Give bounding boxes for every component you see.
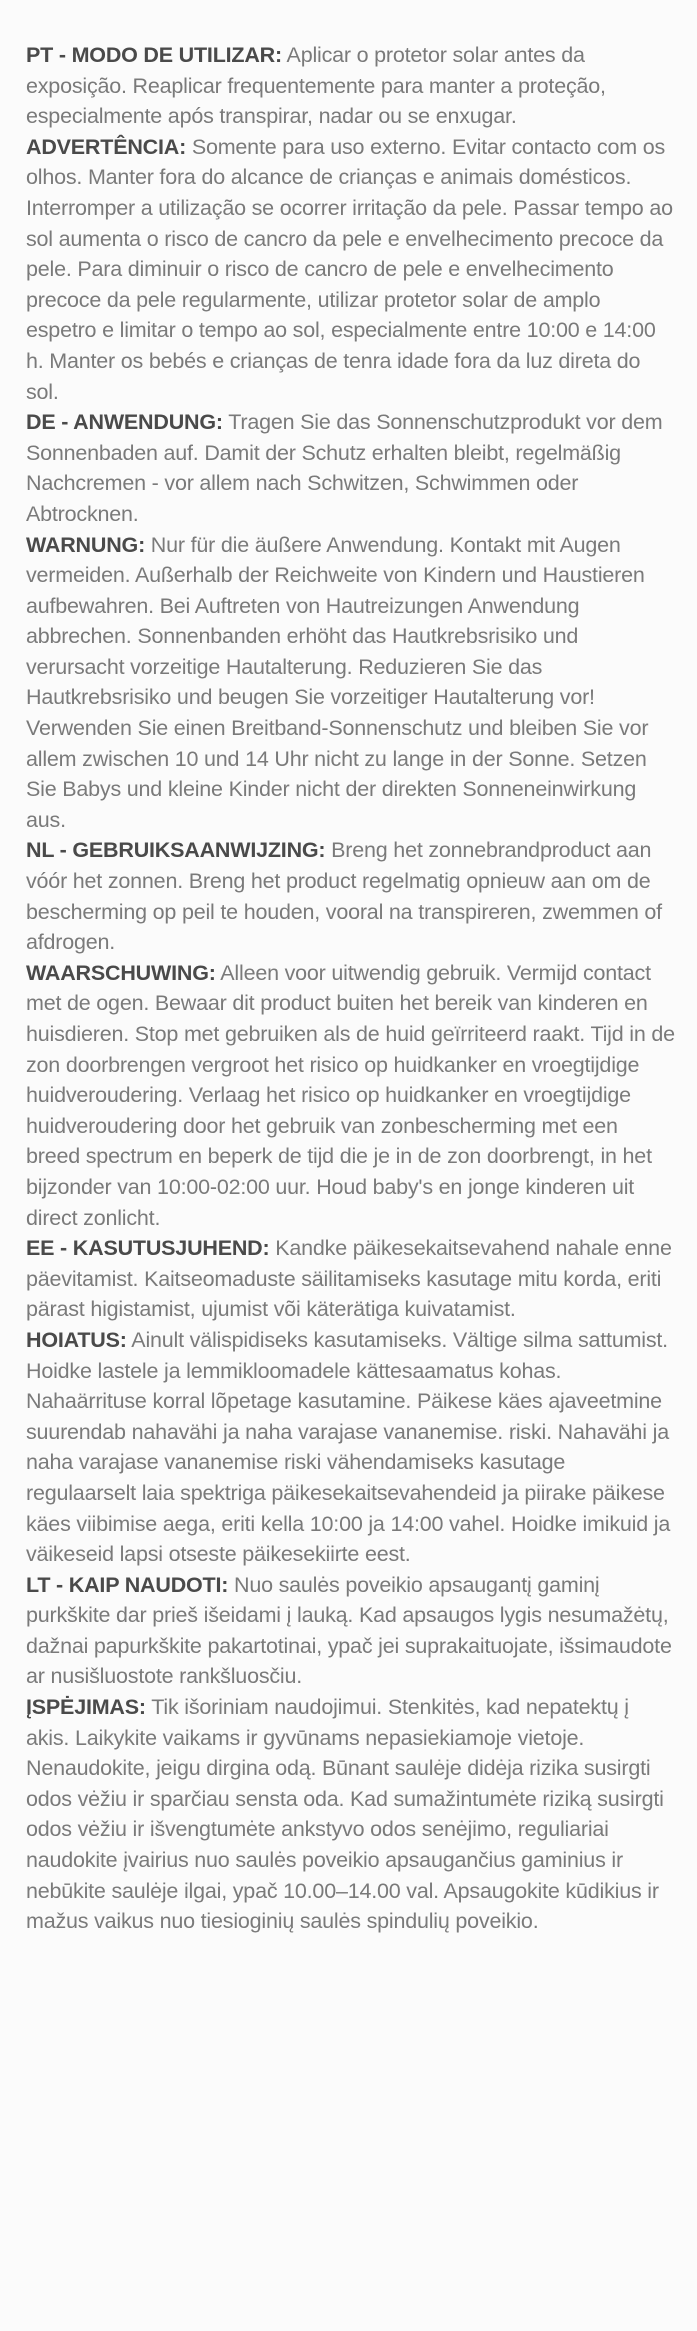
section-ee-usage xyxy=(26,1233,676,1325)
section-label: WAARSCHUWING: xyxy=(26,960,216,985)
section-pt-usage xyxy=(26,40,676,132)
section-label: NL - GEBRUIKSAANWIJZING: xyxy=(26,838,326,863)
section-de-warning xyxy=(26,530,676,836)
section-lt-usage xyxy=(26,1570,676,1692)
section-pt-warning xyxy=(26,132,676,407)
section-label: ADVERTÊNCIA: xyxy=(26,134,187,159)
section-text: Tik išoriniam naudojimui. Stenkitės, kad nepatektų į akis. Laikykite vaikams ir gyvūnams nepasiekiamoje vietoje. Nenaudokite, jeigu dirgina odą. Būnant saulėje didėja rizika susirgti odos vėžiu ir sparčiau sensta oda. Kad sumažintumėte riziką susirgti odos vėžiu ir išvengtumėte ankstyvo odos senėjimo, reguliariai naudokite įvairius nuo saulės poveikio apsaugančius gaminius ir nebūkite saulėje ilgai, ypač 10.00–14.00 val. Apsaugokite kūdikius ir mažus vaikus nuo tiesioginių saulės spindulių poveikio. xyxy=(26,1695,664,1934)
section-text: Tragen Sie das Sonnenschutzprodukt vor dem Sonnenbaden auf. Damit der Schutz erhalten bleibt, regelmäßig Nachcremen - vor allem nach Schwitzen, Schwimmen oder Abtrocknen. xyxy=(26,410,663,526)
section-label: LT - KAIP NAUDOTI: xyxy=(26,1572,229,1597)
section-label: HOIATUS: xyxy=(26,1327,127,1352)
usage-instructions-text xyxy=(26,40,676,1937)
section-text: Aplicar o protetor solar antes da exposição. Reaplicar frequentemente para manter a proteção, especialmente após transpirar, nadar ou se enxugar. xyxy=(26,43,606,129)
section-label: PT - MODO DE UTILIZAR: xyxy=(26,43,282,67)
section-text: Somente para uso externo. Evitar contacto com os olhos. Manter fora do alcance de crianças e animais domésticos. Interromper a utilização se ocorrer irritação da pele. Passar tempo ao sol aumenta o risco de cancro da pele e envelhecimento precoce da pele. Para diminuir o risco de cancro de pele e envelhecimento precoce da pele regularmente, utilizar protetor solar de amplo espetro e limitar o tempo ao sol, especialmente entre 10:00 e 14:00 h. Manter os bebés e crianças de tenra idade fora da luz direta do sol. xyxy=(26,134,673,404)
section-label: DE - ANWENDUNG: xyxy=(26,410,223,435)
section-ee-warning xyxy=(26,1325,676,1570)
section-label: WARNUNG: xyxy=(26,532,146,557)
section-lt-warning xyxy=(26,1692,676,1937)
section-text: Breng het zonnebrandproduct aan vóór het zonnen. Breng het product regelmatig opnieuw aan om de bescherming op peil te houden, vooral na transpireren, zwemmen of afdrogen. xyxy=(26,838,662,955)
section-text: Alleen voor uitwendig gebruik. Vermijd contact met de ogen. Bewaar dit product buiten het bereik van kinderen en huisdieren. Stop met gebruiken als de huid geïrriteerd raakt. Tijd in de zon doorbrengen vergroot het risico op huidkanker en vroegtijdige huidveroudering. Verlaag het risico op huidkanker en vroegtijdige huidveroudering door het gebruik van zonbescherming met een breed spectrum en beperk de tijd die je in de zon doorbrengt, in het bijzonder van 10:00-02:00 uur. Houd baby's en jonge kinderen uit direct zonlicht. xyxy=(26,960,675,1230)
section-text: Kandke päikesekaitsevahend nahale enne päevitamist. Kaitseomaduste säilitamiseks kasutage mitu korda, eriti pärast higistamist, ujumist või käterätiga kuivatamist. xyxy=(26,1236,672,1322)
section-de-usage xyxy=(26,407,676,529)
section-nl-warning xyxy=(26,958,676,1233)
section-label: EE - KASUTUSJUHEND: xyxy=(26,1236,270,1261)
section-text: Nuo saulės poveikio apsaugantį gaminį purkškite dar prieš išeidami į lauką. Kad apsaugos lygis nesumažėtų, dažnai papurkškite pakartotinai, ypač jei suprakaituojate, išsimaudote ar nusišluostote rankšluosčiu. xyxy=(26,1572,672,1689)
section-text: Ainult välispidiseks kasutamiseks. Vältige silma sattumist. Hoidke lastele ja lemmikloomadele kättesaamatus kohas. Nahaärrituse korral lõpetage kasutamine. Päikese käes ajaveetmine suurendab nahavähi ja naha varajase vananemise. riski. Nahavähi ja naha varajase vananemise riski vähendamiseks kasutage regulaarselt laia spektriga päikesekaitsevahendeid ja piirake päikese käes viibimise aega, eriti kella 10:00 ja 14:00 vahel. Hoidke imikuid ja väikeseid lapsi otseste päikesekiirte eest. xyxy=(26,1327,671,1567)
section-label: ĮSPĖJIMAS: xyxy=(26,1695,146,1720)
section-nl-usage xyxy=(26,835,676,957)
section-text: Nur für die äußere Anwendung. Kontakt mit Augen vermeiden. Außerhalb der Reichweite von Kindern und Haustieren aufbewahren. Bei Auftreten von Hautreizungen Anwendung abbrechen. Sonnenbanden erhöht das Hautkrebsrisiko und verursacht vorzeitige Hautalterung. Reduzieren Sie das Hautkrebsrisiko und beugen Sie vorzeitiger Hautalterung vor! Verwenden Sie einen Breitband-Sonnenschutz und bleiben Sie vor allem zwischen 10 und 14 Uhr nicht zu lange in der Sonne. Setzen Sie Babys und kleine Kinder nicht der direkten Sonneneinwirkung aus. xyxy=(26,532,649,832)
